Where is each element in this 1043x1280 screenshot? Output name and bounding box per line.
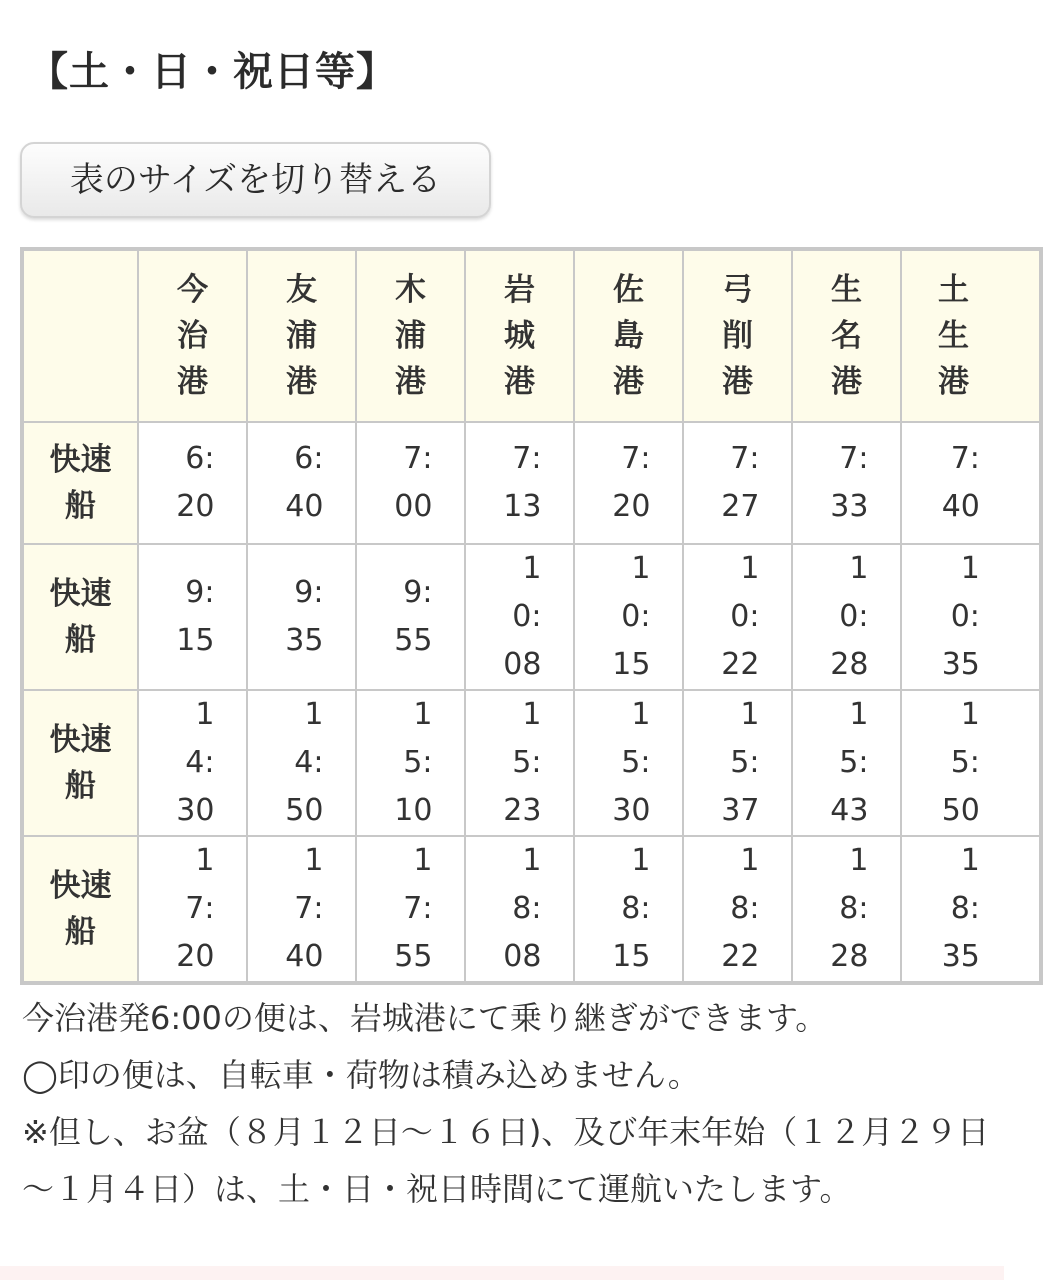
departure-time: 10:08 <box>465 544 574 690</box>
timetable-row <box>22 544 1041 690</box>
port-name: 今治港 <box>177 272 208 400</box>
port-name: 生名港 <box>831 272 862 400</box>
service-type-label: 快速船 <box>22 690 138 836</box>
departure-time: 7:20 <box>574 422 683 544</box>
port-name: 弓削港 <box>722 272 753 400</box>
port-header <box>138 249 247 422</box>
departure-time: 7:13 <box>465 422 574 544</box>
departure-time: 9:55 <box>356 544 465 690</box>
port-name: 土生港 <box>938 272 969 400</box>
departure-time: 10:35 <box>901 544 1041 690</box>
port-name: 岩城港 <box>504 272 535 400</box>
port-name: 佐島港 <box>613 272 644 400</box>
timetable-row <box>22 690 1041 836</box>
departure-time: 10:22 <box>683 544 792 690</box>
departure-time: 15:10 <box>356 690 465 836</box>
departure-time: 18:35 <box>901 836 1041 983</box>
departure-time: 10:15 <box>574 544 683 690</box>
service-type-label: 快速船 <box>22 544 138 690</box>
departure-time: 15:43 <box>792 690 901 836</box>
departure-time: 9:15 <box>138 544 247 690</box>
timetable-corner-cell <box>22 249 138 422</box>
departure-time: 9:35 <box>247 544 356 690</box>
departure-time: 18:22 <box>683 836 792 983</box>
departure-time: 6:20 <box>138 422 247 544</box>
port-header <box>247 249 356 422</box>
port-header <box>792 249 901 422</box>
departure-time: 18:15 <box>574 836 683 983</box>
bottom-strip <box>0 1266 1004 1280</box>
timetable-header-row <box>22 249 1041 422</box>
note-no-bicycles: ◯印の便は、自転車・荷物は積み込めません。 <box>22 1056 700 1094</box>
departure-time: 15:50 <box>901 690 1041 836</box>
departure-time: 7:40 <box>901 422 1041 544</box>
departure-time: 15:37 <box>683 690 792 836</box>
section-title: 【土・日・祝日等】 <box>28 49 397 95</box>
port-name: 友浦港 <box>286 272 317 400</box>
departure-time: 15:23 <box>465 690 574 836</box>
departure-time: 17:20 <box>138 836 247 983</box>
departure-time: 7:33 <box>792 422 901 544</box>
toggle-table-size-button[interactable]: 表のサイズを切り替える <box>20 142 491 218</box>
port-header <box>574 249 683 422</box>
departure-time: 10:28 <box>792 544 901 690</box>
departure-time: 6:40 <box>247 422 356 544</box>
departure-time: 18:28 <box>792 836 901 983</box>
port-name: 木浦港 <box>395 272 426 400</box>
note-holiday-schedule: ※但し、お盆（８月１２日～１６日)、及び年末年始（１２月２９日～１月４日）は、土・日・祝日時間にて運航いたします。 <box>22 1113 990 1208</box>
timetable-row <box>22 422 1041 544</box>
departure-time: 17:55 <box>356 836 465 983</box>
port-header <box>901 249 1041 422</box>
service-type-label: 快速船 <box>22 836 138 983</box>
timetable-row <box>22 836 1041 983</box>
port-header <box>465 249 574 422</box>
port-header <box>683 249 792 422</box>
departure-time: 14:30 <box>138 690 247 836</box>
departure-time: 7:00 <box>356 422 465 544</box>
port-header <box>356 249 465 422</box>
departure-time: 7:27 <box>683 422 792 544</box>
departure-time: 17:40 <box>247 836 356 983</box>
service-type-label: 快速船 <box>22 422 138 544</box>
note-transfer: 今治港発6:00の便は、岩城港にて乗り継ぎができます。 <box>22 999 828 1037</box>
timetable <box>20 247 1043 985</box>
departure-time: 18:08 <box>465 836 574 983</box>
timetable-notes <box>22 990 1002 1218</box>
timetable-scroll-container[interactable] <box>20 247 1030 974</box>
departure-time: 14:50 <box>247 690 356 836</box>
departure-time: 15:30 <box>574 690 683 836</box>
